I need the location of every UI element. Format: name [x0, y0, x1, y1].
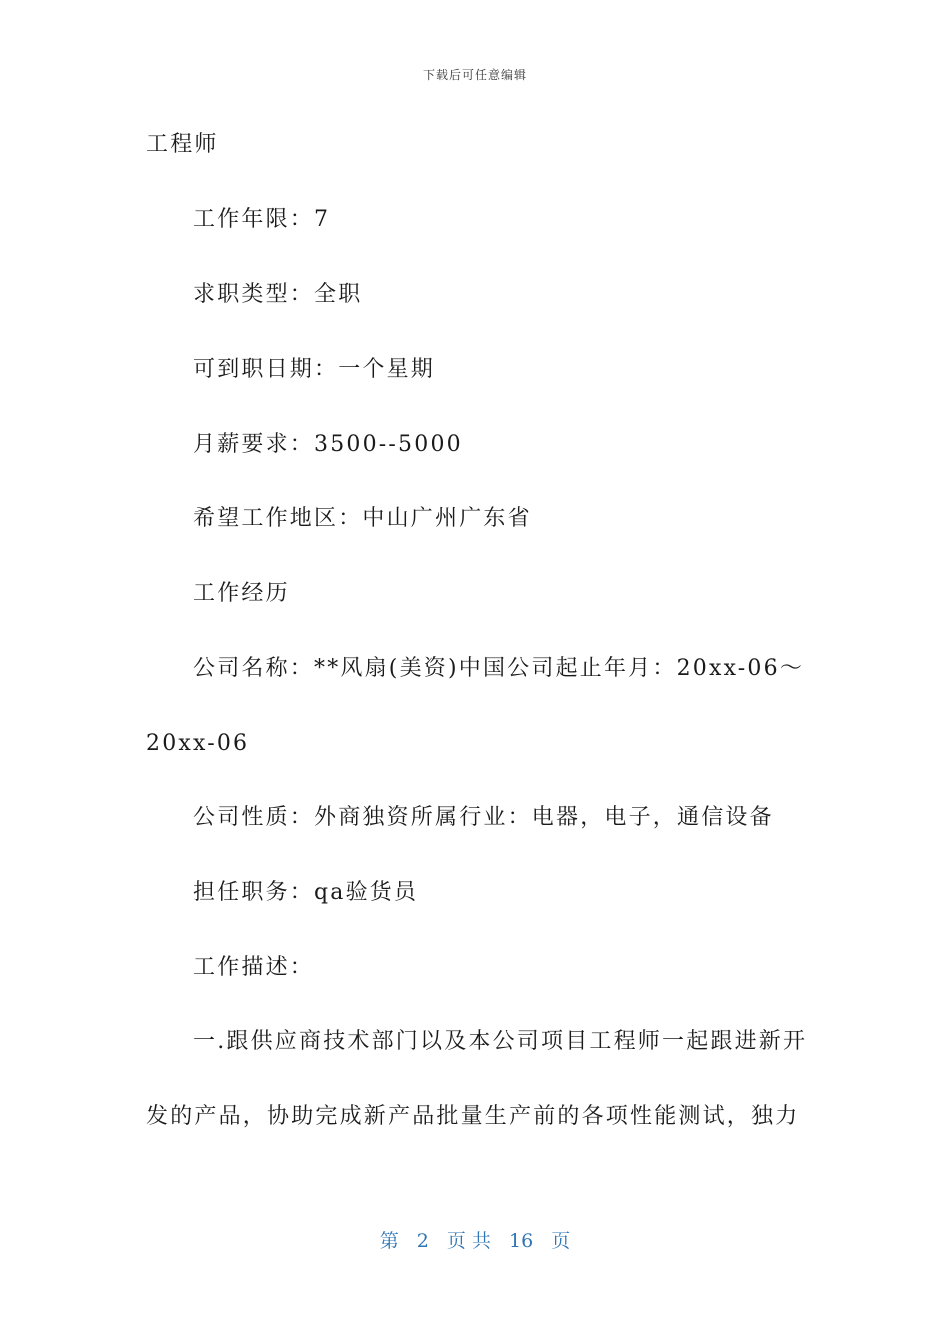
- page-footer: [0, 1226, 950, 1253]
- desired-location: 希望工作地区：中山广州广东省: [193, 506, 532, 531]
- footer-page-number: 2: [416, 1230, 429, 1252]
- company-nature: 公司性质：外商独资所属行业：电器，电子，通信设备: [193, 805, 774, 830]
- company-name-line: 公司名称：**风扇(美资)中国公司起止年月：20xx-06～: [193, 656, 805, 681]
- description-line-2: 发的产品，协助完成新产品批量生产前的各项性能测试，独力: [146, 1104, 800, 1129]
- work-history-heading: 工作经历: [193, 581, 290, 606]
- job-type: 求职类型：全职: [193, 282, 363, 307]
- company-period-end: 20xx-06: [146, 731, 250, 756]
- salary-requirement: 月薪要求：3500--5000: [193, 432, 463, 457]
- footer-total-pages: 16: [509, 1230, 534, 1252]
- page-header: 下载后可任意编辑: [422, 68, 527, 82]
- job-description-heading: 工作描述：: [193, 955, 315, 980]
- footer-suffix: 页: [551, 1230, 571, 1252]
- position-held: 担任职务：qa验货员: [193, 880, 419, 905]
- resume-title: 工程师: [146, 132, 219, 157]
- footer-prefix: 第: [379, 1230, 399, 1252]
- years-of-experience: 工作年限：7: [193, 207, 331, 232]
- footer-middle: 页 共: [446, 1230, 491, 1252]
- start-date: 可到职日期：一个星期: [193, 357, 436, 382]
- description-line-1: 一.跟供应商技术部门以及本公司项目工程师一起跟进新开: [193, 1029, 808, 1054]
